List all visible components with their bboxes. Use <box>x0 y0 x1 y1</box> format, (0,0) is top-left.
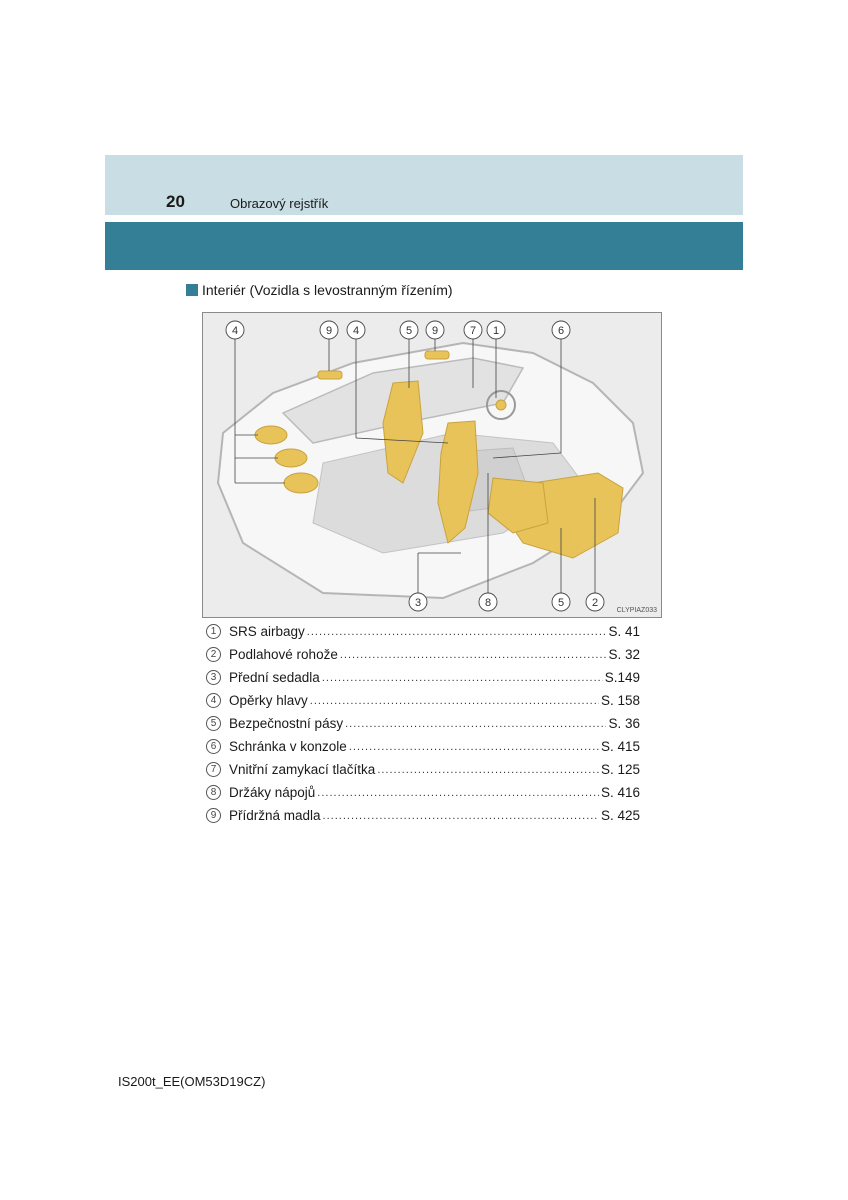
index-item[interactable] <box>206 620 640 643</box>
callout-label: 5 <box>557 597 565 609</box>
item-label: Přední sedadla <box>229 670 320 685</box>
item-number: 2 <box>206 647 221 662</box>
item-number: 6 <box>206 739 221 754</box>
figure-code: CLYPIAZ033 <box>616 607 657 614</box>
item-label: Schránka v konzole <box>229 739 347 754</box>
callouts-top <box>226 321 570 339</box>
index-item[interactable] <box>206 712 640 735</box>
item-number: 8 <box>206 785 221 800</box>
index-item[interactable] <box>206 735 640 758</box>
item-page-ref[interactable]: S. 425 <box>600 808 640 823</box>
item-number: 5 <box>206 716 221 731</box>
callout-label: 8 <box>484 597 492 609</box>
dot-leader <box>323 810 599 822</box>
header-band <box>105 155 743 215</box>
callout-label: 9 <box>431 325 439 337</box>
item-page-ref[interactable]: S. 32 <box>608 647 640 662</box>
callout-label: 1 <box>492 325 500 337</box>
callout-label: 3 <box>414 597 422 609</box>
dot-leader <box>307 626 607 638</box>
airbag-highlight <box>496 400 506 410</box>
index-item[interactable] <box>206 643 640 666</box>
subheading-text: Interiér (Vozidla s levostranným řízením) <box>202 282 453 298</box>
index-list <box>206 620 640 827</box>
index-item[interactable] <box>206 804 640 827</box>
callout-label: 6 <box>557 325 565 337</box>
index-item[interactable] <box>206 689 640 712</box>
item-label: Vnitřní zamykací tlačítka <box>229 762 376 777</box>
section-title: Obrazový rejstřík <box>230 196 329 211</box>
dot-leader <box>322 672 603 684</box>
subheading <box>186 282 453 298</box>
item-number: 7 <box>206 762 221 777</box>
dot-leader <box>349 741 599 753</box>
interior-illustration <box>202 312 662 618</box>
callout-label: 5 <box>405 325 413 337</box>
grab-handle-right <box>425 351 449 359</box>
item-page-ref[interactable]: S. 416 <box>600 785 640 800</box>
item-page-ref[interactable]: S.149 <box>604 670 640 685</box>
dot-leader <box>345 718 606 730</box>
item-number: 1 <box>206 624 221 639</box>
item-label: Podlahové rohože <box>229 647 338 662</box>
rear-headrest-1 <box>255 426 287 444</box>
item-page-ref[interactable]: S. 41 <box>608 624 640 639</box>
index-item[interactable] <box>206 666 640 689</box>
item-number: 4 <box>206 693 221 708</box>
item-label: Opěrky hlavy <box>229 693 308 708</box>
callout-label: 9 <box>325 325 333 337</box>
dot-leader <box>377 764 599 776</box>
square-bullet-icon <box>186 284 198 296</box>
callout-label: 7 <box>469 325 477 337</box>
section-banner <box>105 222 743 270</box>
index-item[interactable] <box>206 758 640 781</box>
item-label: Držáky nápojů <box>229 785 316 800</box>
item-page-ref[interactable]: S. 125 <box>600 762 640 777</box>
item-page-ref[interactable]: S. 36 <box>608 716 640 731</box>
callout-label: 4 <box>352 325 360 337</box>
rear-headrest-3 <box>284 473 318 493</box>
item-number: 9 <box>206 808 221 823</box>
dot-leader <box>310 695 599 707</box>
document-code: IS200t_EE(OM53D19CZ) <box>118 1074 266 1089</box>
item-label: SRS airbagy <box>229 624 305 639</box>
item-page-ref[interactable]: S. 158 <box>600 693 640 708</box>
dot-leader <box>340 649 607 661</box>
page-number: 20 <box>166 192 185 211</box>
dot-leader <box>317 787 599 799</box>
rear-headrest-2 <box>275 449 307 467</box>
car-interior-drawing <box>203 313 662 618</box>
index-item[interactable] <box>206 781 640 804</box>
item-label: Přídržná madla <box>229 808 321 823</box>
callout-label: 2 <box>591 597 599 609</box>
item-label: Bezpečnostní pásy <box>229 716 344 731</box>
grab-handle-left <box>318 371 342 379</box>
item-number: 3 <box>206 670 221 685</box>
callout-label: 4 <box>231 325 239 337</box>
item-page-ref[interactable]: S. 415 <box>600 739 640 754</box>
